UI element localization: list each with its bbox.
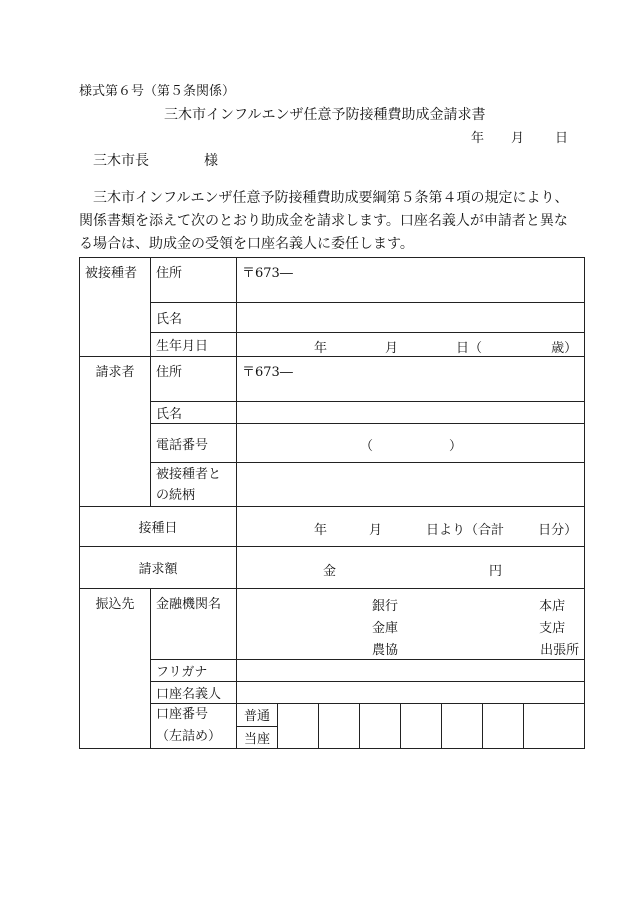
birth-day-label: 日（: [456, 340, 483, 356]
claimant-relation-label: 被接種者と の続柄: [151, 463, 237, 507]
account-digit-7[interactable]: [524, 704, 585, 749]
birth-month-label: 月: [385, 340, 399, 356]
furigana-field[interactable]: [237, 660, 585, 682]
form-title: 三木市インフルエンザ任意予防接種費助成金請求書: [164, 107, 486, 123]
claimant-phone-field[interactable]: [237, 424, 585, 463]
application-table: [79, 257, 585, 749]
phone-open-paren: （: [360, 439, 374, 454]
institution-row: [372, 593, 565, 615]
transfer-section-label: 振込先: [80, 589, 151, 749]
vaccinee-postal-prefix: 〒673―: [242, 266, 293, 281]
institution-field[interactable]: [237, 589, 585, 660]
branch-type-label: 支店: [539, 620, 566, 636]
bank-type-label: 銀行: [372, 598, 399, 614]
birth-year-label: 年: [314, 340, 328, 356]
claimant-name-field[interactable]: [237, 402, 585, 424]
furigana-label: フリガナ: [151, 660, 237, 682]
account-digit-5[interactable]: [442, 704, 483, 749]
account-number-label: 口座番号 （左詰め）: [151, 704, 237, 749]
addressee-name: 三木市長: [93, 153, 149, 169]
intro-line: 三木市インフルエンザ任意予防接種費助成要綱第５条第４項の規定により、: [93, 190, 569, 206]
holder-field[interactable]: [237, 682, 585, 704]
vacc-year-label: 年: [314, 522, 328, 538]
vaccinee-address-label: 住所: [151, 258, 237, 303]
date-year-label: 年: [471, 131, 485, 146]
vaccinee-birth-label: 生年月日: [151, 333, 237, 357]
vacc-month-label: 月: [369, 522, 383, 538]
claimant-address-field[interactable]: [237, 357, 585, 402]
account-digit-2[interactable]: [319, 704, 360, 749]
bank-type-label: 金庫: [372, 620, 399, 636]
vaccinee-birth-field[interactable]: [237, 333, 585, 357]
account-type-current[interactable]: 当座: [237, 726, 278, 749]
date-month-label: 月: [511, 131, 525, 146]
birth-age-label: 歳）: [551, 340, 578, 356]
vaccinee-name-label: 氏名: [151, 303, 237, 333]
claim-amount-prefix: 金: [323, 563, 337, 579]
vaccinee-name-field[interactable]: [237, 303, 585, 333]
claim-amount-label: 請求額: [80, 547, 237, 589]
vaccinee-section-label: 被接種者: [80, 258, 151, 357]
holder-label: 口座名義人: [151, 682, 237, 704]
vaccination-date-field[interactable]: [237, 507, 585, 547]
claimant-relation-field[interactable]: [237, 463, 585, 507]
claim-amount-unit: 円: [489, 563, 503, 579]
claim-amount-field[interactable]: [237, 547, 585, 589]
intro-paragraph: [79, 187, 589, 256]
form-number: 様式第６号（第５条関係）: [79, 84, 236, 99]
intro-line: る場合は、助成金の受領を口座名義人に委任します。: [79, 236, 414, 252]
account-digit-3[interactable]: [360, 704, 401, 749]
account-digit-6[interactable]: [483, 704, 524, 749]
vacc-day-from-label: 日より（合計: [426, 522, 505, 538]
institution-label: 金融機関名: [151, 589, 237, 660]
claimant-name-label: 氏名: [151, 402, 237, 424]
bank-type-label: 農協: [372, 642, 399, 658]
institution-row: [372, 637, 579, 659]
claimant-address-label: 住所: [151, 357, 237, 402]
branch-type-label: 本店: [539, 598, 566, 614]
vacc-days-label: 日分）: [538, 522, 578, 538]
account-digit-4[interactable]: [401, 704, 442, 749]
claimant-phone-label: 電話番号: [151, 424, 237, 463]
date-day-label: 日: [555, 131, 569, 146]
phone-close-paren: ）: [449, 439, 463, 454]
addressee-honorific: 様: [204, 153, 218, 169]
account-type-ordinary[interactable]: 普通: [237, 704, 278, 727]
institution-row: [372, 615, 565, 637]
claimant-postal-prefix: 〒673―: [242, 365, 293, 380]
account-digit-1[interactable]: [278, 704, 319, 749]
claimant-section-label: 請求者: [80, 357, 151, 507]
vaccinee-address-field[interactable]: [237, 258, 585, 303]
intro-line: 関係書類を添えて次のとおり助成金を請求します。口座名義人が申請者と異な: [79, 213, 568, 229]
vaccination-date-label: 接種日: [80, 507, 237, 547]
branch-type-label: 出張所: [540, 642, 580, 658]
